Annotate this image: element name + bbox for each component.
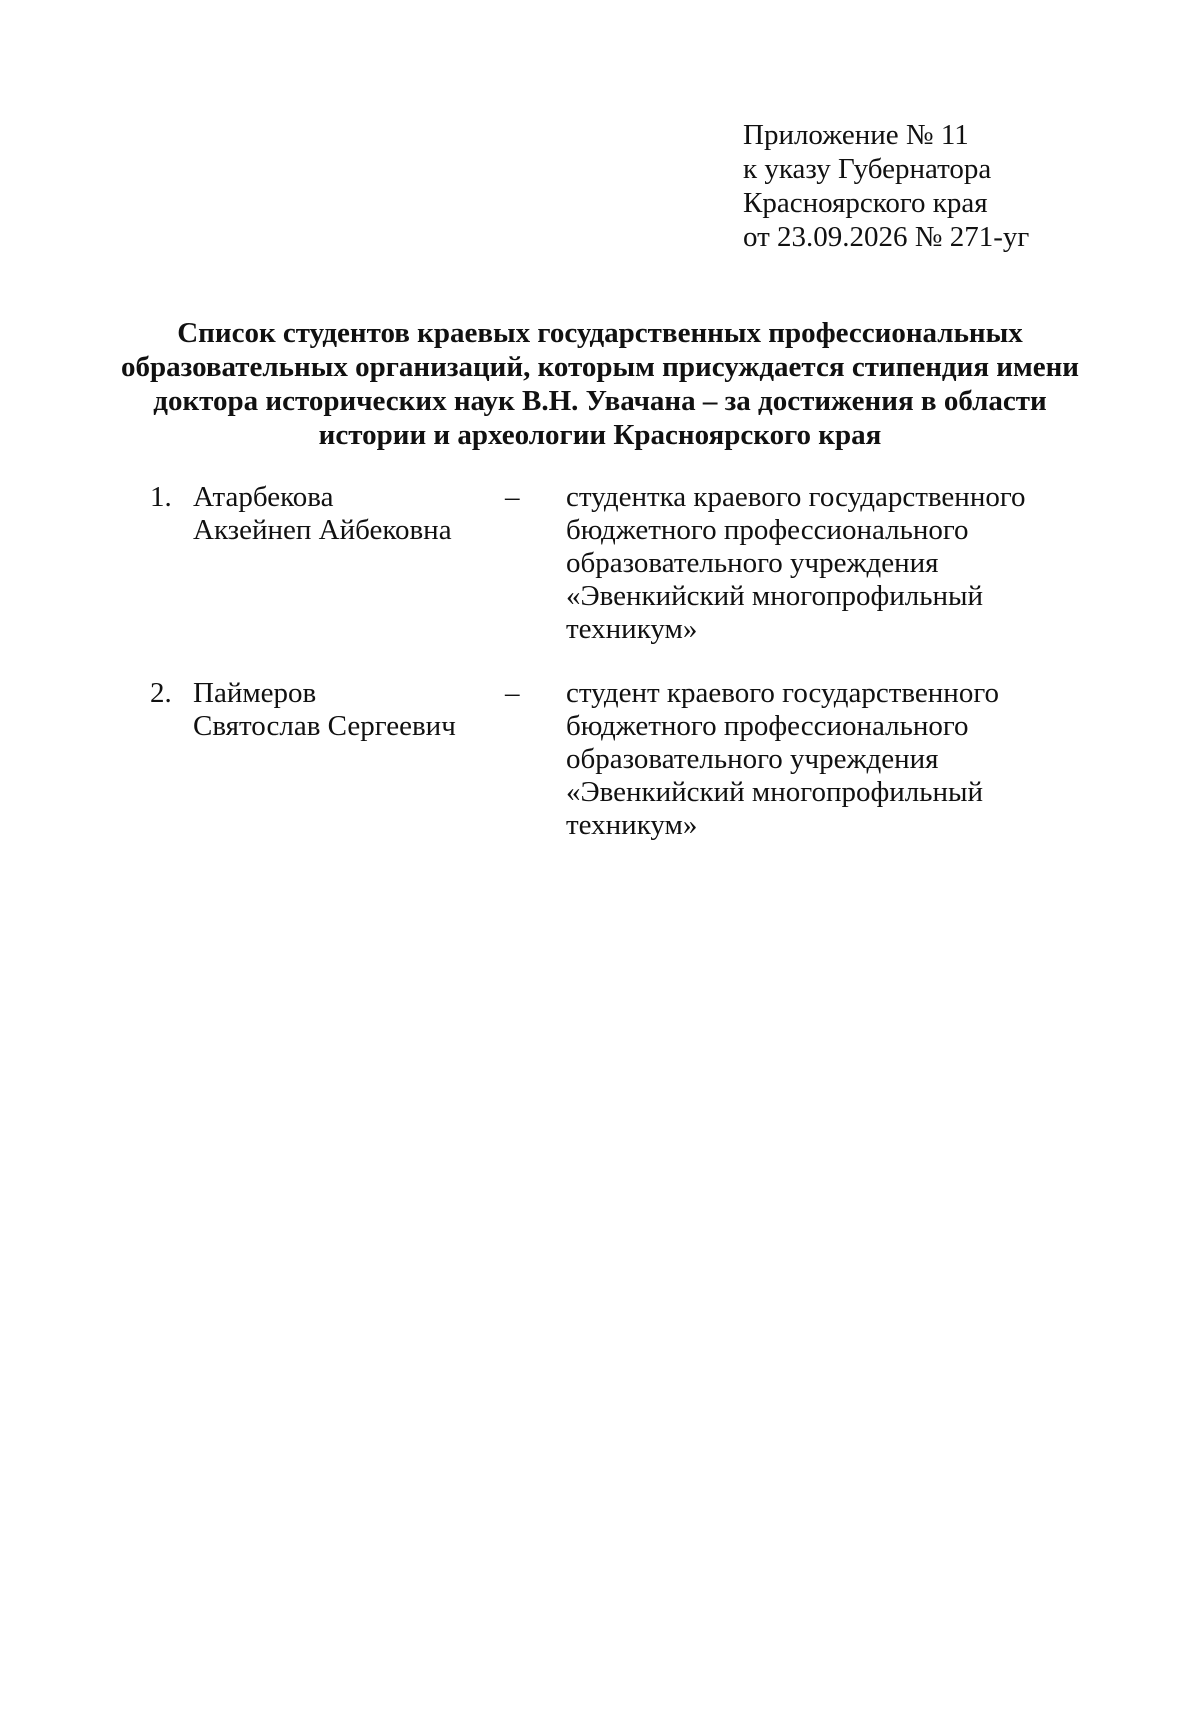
description-line: образовательного учреждения — [566, 547, 939, 579]
student-name — [193, 481, 452, 547]
appendix-number: Приложение № 11 — [743, 119, 969, 151]
appendix-region: Красноярского края — [743, 187, 988, 219]
description-line: «Эвенкийский многопрофильный — [566, 580, 984, 612]
document-title — [100, 316, 1100, 452]
description-line: техникум» — [566, 613, 698, 645]
separator-dash: – — [505, 481, 520, 513]
separator-dash: – — [505, 677, 520, 709]
appendix-decree-ref: к указу Губернатора — [743, 153, 992, 185]
appendix-date-number: от 23.09.2026 № 271-уг — [743, 221, 1030, 253]
description-line: бюджетного профессионального — [566, 514, 969, 546]
student-name — [193, 677, 456, 743]
student-given-names: Акзейнеп Айбековна — [193, 514, 452, 546]
description-line: бюджетного профессионального — [566, 710, 969, 742]
list-item-number: 1. — [150, 481, 172, 513]
appendix-header — [743, 118, 1029, 254]
list-item-number: 2. — [150, 677, 172, 709]
description-line: студентка краевого государственного — [566, 481, 1026, 513]
description-line: техникум» — [566, 809, 698, 841]
description-line: образовательного учреждения — [566, 743, 939, 775]
title-line: Список студентов краевых государственных профессиональных — [177, 317, 1023, 349]
title-line: истории и археологии Красноярского края — [318, 419, 882, 451]
title-line: доктора исторических наук В.Н. Увачана – за достижения в области — [153, 385, 1047, 417]
student-surname: Паймеров — [193, 677, 317, 709]
student-given-names: Святослав Сергеевич — [193, 710, 456, 742]
student-description — [566, 677, 999, 842]
description-line: студент краевого государственного — [566, 677, 999, 709]
title-line: образовательных организаций, которым присуждается стипендия имени — [120, 351, 1080, 383]
description-line: «Эвенкийский многопрофильный — [566, 776, 984, 808]
student-surname: Атарбекова — [193, 481, 334, 513]
student-description — [566, 481, 1026, 646]
